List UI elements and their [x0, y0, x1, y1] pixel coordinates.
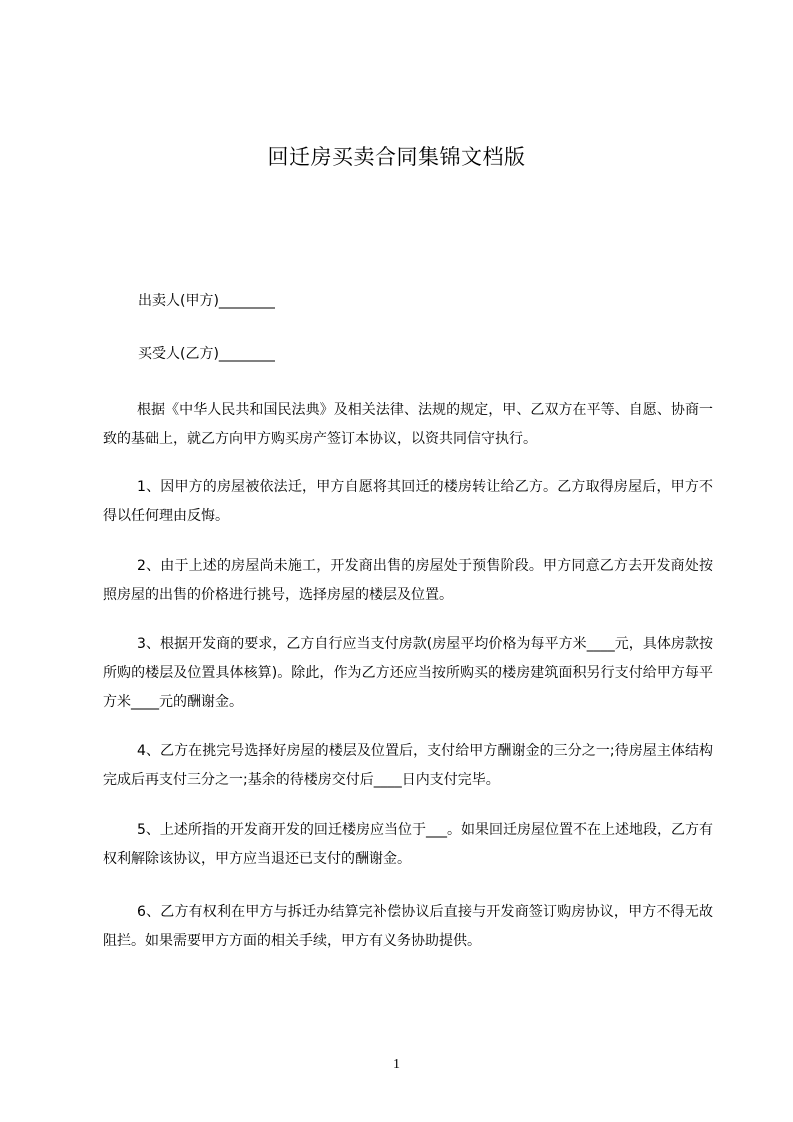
buyer-line: 买受人(乙方)________	[138, 346, 275, 362]
page-number: 1	[393, 1057, 400, 1072]
clause-1-paragraph: 1、因甲方的房屋被依法迁，甲方自愿将其回迁的楼房转让给乙方。乙方取得房屋后，甲方不得以任何理由反悔。	[103, 479, 713, 524]
clause-2-paragraph: 2、由于上述的房屋尚未施工，开发商出售的房屋处于预售阶段。甲方同意乙方去开发商处按照房屋的出售的价格进行挑号，选择房屋的楼层及位置。	[103, 558, 713, 603]
preamble-paragraph: 根据《中华人民共和国民法典》及相关法律、法规的规定，甲、乙双方在平等、自愿、协商一致的基础上，就乙方向甲方购买房产签订本协议，以资共同信守执行。	[103, 402, 713, 447]
clause-3-paragraph: 3、根据开发商的要求，乙方自行应当支付房款(房屋平均价格为每平方米____元，具体房款按所购的楼层及位置具体核算)。除此，作为乙方还应当按所购买的楼房建筑面积另行支付给甲方每平方米____元的酬谢金。	[103, 636, 713, 710]
clause-6-paragraph: 6、乙方有权利在甲方与拆迁办结算完补偿协议后直接与开发商签订购房协议，甲方不得无故阻拦。如果需要甲方方面的相关手续，甲方有义务协助提供。	[103, 904, 713, 949]
clause-5-paragraph: 5、上述所指的开发商开发的回迁楼房应当位于___。如果回迁房屋位置不在上述地段，乙方有权利解除该协议，甲方应当退还已支付的酬谢金。	[103, 822, 713, 867]
document-title: 回迁房买卖合同集锦文档版	[267, 145, 526, 169]
seller-line: 出卖人(甲方)________	[138, 293, 275, 309]
clause-4-paragraph: 4、乙方在挑完号选择好房屋的楼层及位置后，支付给甲方酬谢金的三分之一;待房屋主体结构完成后再支付三分之一;基余的待楼房交付后____日内支付完毕。	[103, 743, 713, 788]
